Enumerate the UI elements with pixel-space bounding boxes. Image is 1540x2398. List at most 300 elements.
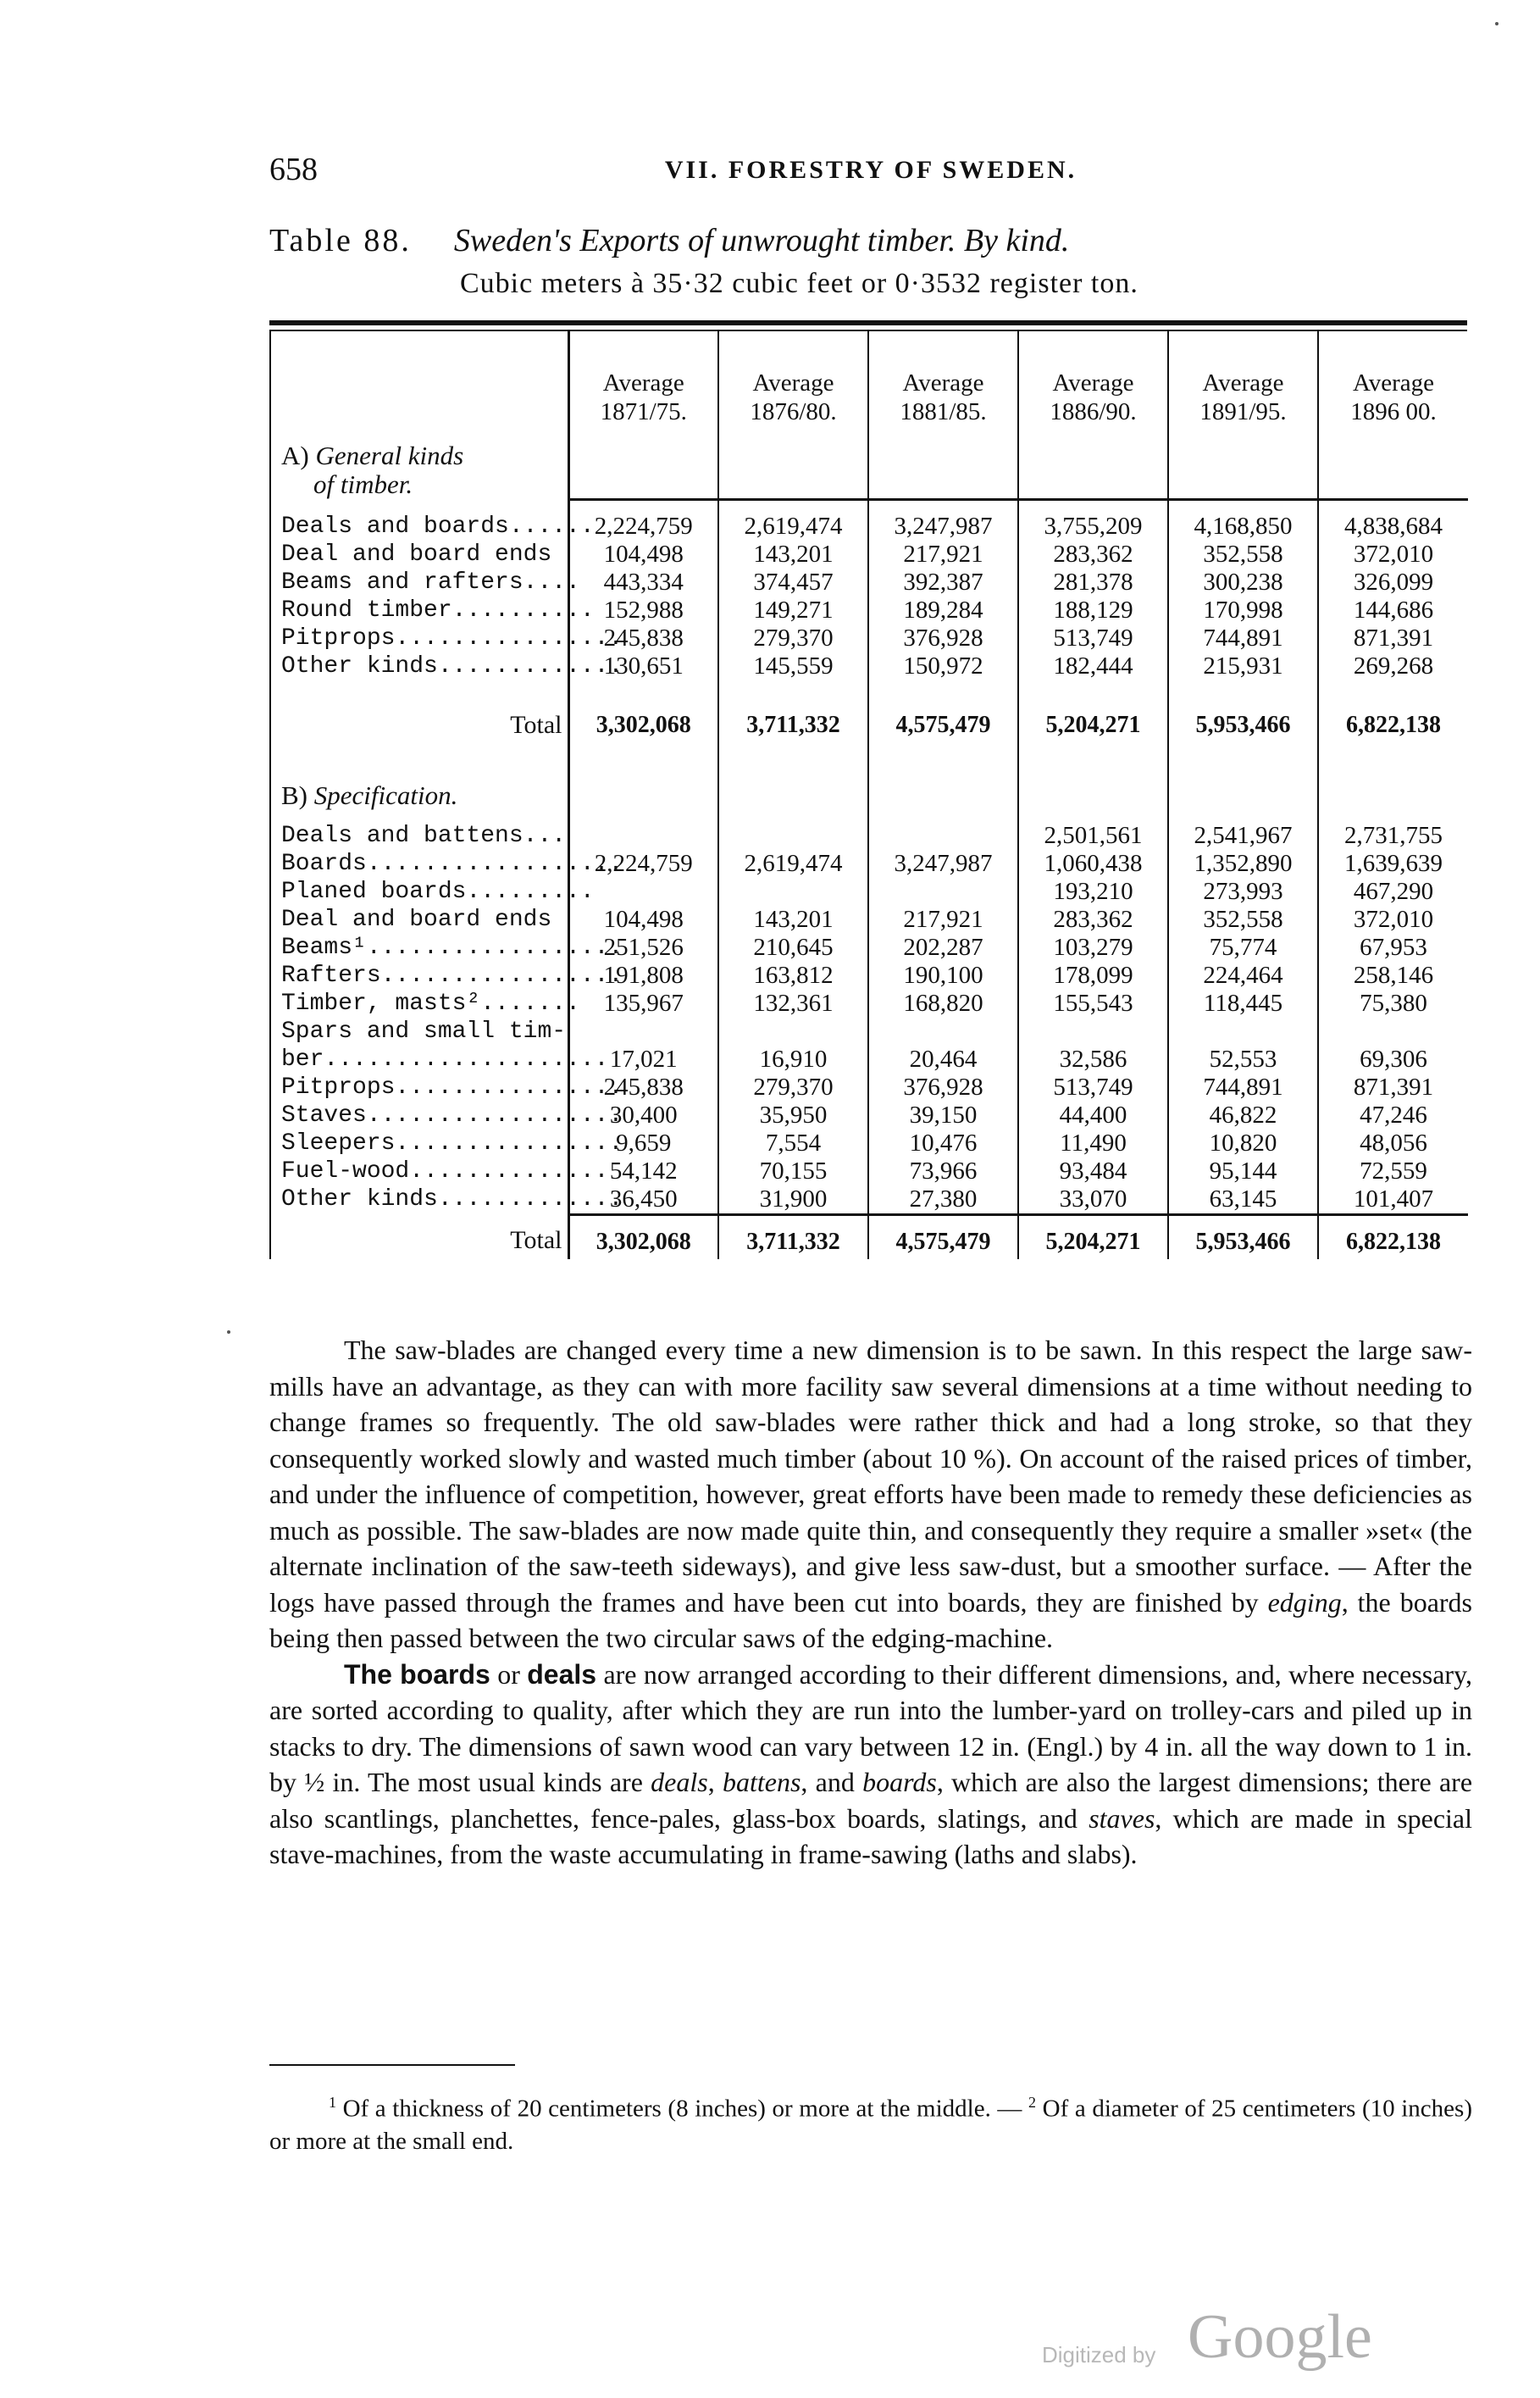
row-label-text: Timber, masts² [281, 990, 481, 1017]
table-row [270, 878, 1468, 906]
total-row [270, 1214, 1468, 1259]
page-number: 658 [269, 152, 318, 187]
row-label-text: Beams and rafters [281, 569, 523, 596]
p1-end: , the boards being then passed between the two circular saws of the edging-machine. [269, 1586, 1473, 1653]
row-label [270, 1046, 609, 1074]
p1-edging: edging [1267, 1586, 1342, 1618]
table-cell [1318, 1018, 1468, 1046]
total-cell: 3,302,068 [568, 680, 718, 781]
table-cell: 70,155 [718, 1157, 868, 1185]
table-cell: 392,387 [868, 569, 1018, 597]
table-cell: 281,378 [1018, 569, 1168, 597]
footnote-1-mark: 1 [329, 2094, 336, 2111]
section-title-line2: of timber. [313, 469, 413, 499]
row-label-text: Fuel-wood [281, 1157, 410, 1185]
table-cell: 73,966 [868, 1157, 1018, 1185]
leader-dots: .................... [324, 1046, 609, 1073]
table-cell: 152,988 [568, 597, 718, 624]
row-label [270, 569, 580, 597]
paragraph-1 [269, 1332, 1472, 1657]
row-label [270, 1157, 609, 1185]
leader-dots: ............. [437, 652, 623, 680]
spacer-cell [868, 810, 1018, 822]
row-label-text: Deals and battens [281, 822, 523, 849]
table-cell: 44,400 [1018, 1102, 1168, 1130]
table-cell: 118,445 [1168, 990, 1318, 1018]
p2-and: , and [800, 1767, 863, 1797]
total-cell: 5,953,466 [1168, 1214, 1318, 1259]
table-cell: 75,380 [1360, 989, 1427, 1017]
table-cell: 871,391 [1353, 624, 1434, 652]
table-cell: 93,484 [1018, 1157, 1168, 1185]
empty-cell [1018, 441, 1168, 499]
table-cell: 2,224,759 [568, 513, 718, 541]
running-head: VII. FORESTRY OF SWEDEN. [664, 156, 1077, 184]
table-cell: 182,444 [1018, 652, 1168, 680]
table-cell: 2,731,755 [1344, 821, 1443, 849]
spacer-cell [868, 499, 1018, 513]
table-cell: 101,407 [1353, 1185, 1434, 1213]
table-subtitle: Cubic meters à 35·32 cubic feet or 0·3532 register ton. [460, 268, 1138, 299]
table-cell: 47,246 [1360, 1101, 1427, 1129]
p2-or: or [490, 1658, 528, 1690]
exports-table [269, 320, 1467, 1259]
table-cell: 75,774 [1168, 934, 1318, 962]
empty-cell [868, 441, 1018, 499]
table-cell: 191,808 [568, 962, 718, 990]
spacer-cell [1318, 810, 1468, 822]
row-label-text: Rafters [281, 962, 381, 989]
row-label [270, 934, 623, 962]
table-cell: 2,541,967 [1168, 822, 1318, 850]
empty-cell [568, 781, 718, 810]
table-cell: 2,224,759 [568, 850, 718, 878]
spacer-cell [568, 499, 718, 513]
table-cell: 4,168,850 [1168, 513, 1318, 541]
p2-sep1: , [707, 1767, 723, 1797]
leader-dots: .............. [409, 1157, 609, 1185]
total-cell: 6,822,138 [1346, 711, 1441, 738]
total-cell: 6,822,138 [1318, 1214, 1468, 1259]
section-prefix: A) [281, 441, 309, 470]
table-cell [718, 822, 868, 850]
table-row [270, 1185, 1468, 1215]
table-cell: 1,352,890 [1168, 850, 1318, 878]
row-label [270, 1130, 623, 1157]
section-header-row [270, 781, 1468, 810]
p2-boards: boards [862, 1767, 937, 1797]
table-cell: 467,290 [1353, 877, 1434, 905]
table-cell: 283,362 [1018, 541, 1168, 569]
row-label [270, 1185, 623, 1215]
row-label-text: Pitprops [281, 1074, 396, 1101]
table-row [270, 1074, 1468, 1102]
row-label-text: Staves [281, 1102, 367, 1129]
table-cell: 352,558 [1168, 906, 1318, 934]
table-row [270, 1157, 1468, 1185]
leader-dots: ....... [480, 990, 580, 1017]
table-cell: 1,060,438 [1018, 850, 1168, 878]
column-header-row [270, 331, 1468, 441]
watermark-logo: Google [1188, 2302, 1372, 2372]
row-label-text: Deal and board ends [281, 541, 552, 568]
empty-cell [868, 781, 1018, 810]
spacer-cell [718, 499, 868, 513]
table-row [270, 652, 1468, 680]
row-label [270, 1018, 568, 1046]
table-title [269, 222, 1472, 259]
table-cell: 33,070 [1018, 1185, 1168, 1215]
footnotes [269, 2086, 1472, 2157]
table-cell: 269,268 [1353, 652, 1434, 680]
table-cell: 273,993 [1168, 878, 1318, 906]
table-cell: 54,142 [568, 1157, 718, 1185]
row-label [270, 624, 623, 652]
table-cell: 279,370 [718, 1074, 868, 1102]
table-cell: 163,812 [718, 962, 868, 990]
column-header-line: Average [752, 369, 834, 397]
table-cell: 39,150 [868, 1102, 1018, 1130]
table-cell: 513,749 [1018, 1074, 1168, 1102]
table-cell: 16,910 [718, 1046, 868, 1074]
table-cell: 744,891 [1168, 1074, 1318, 1102]
column-header-line: 1896 00. [1350, 398, 1437, 425]
table-cell: 132,361 [718, 990, 868, 1018]
table-cell: 3,247,987 [868, 850, 1018, 878]
column-header [718, 331, 868, 441]
table-cell: 1,639,639 [1344, 849, 1443, 877]
table-cell: 32,586 [1018, 1046, 1168, 1074]
row-label [270, 850, 623, 878]
table-title-text: Sweden's Exports of unwrought timber. By kind. [453, 223, 1070, 258]
total-cell: 3,302,068 [568, 1214, 718, 1259]
table-cell: 202,287 [868, 934, 1018, 962]
row-label-text: Deals and boards [281, 513, 509, 540]
table-top-rule [269, 320, 1467, 325]
table-cell: 52,553 [1168, 1046, 1318, 1074]
row-label-text: Pitprops [281, 624, 396, 652]
column-header [868, 331, 1018, 441]
table-cell: 10,476 [868, 1130, 1018, 1157]
table-cell [868, 1018, 1018, 1046]
row-label [270, 1102, 623, 1130]
table-cell [568, 822, 718, 850]
table-title-block [269, 222, 1472, 300]
table-row [270, 934, 1468, 962]
empty-cell [718, 441, 868, 499]
paragraph-2 [269, 1657, 1472, 1873]
row-label [270, 597, 595, 624]
total-cell: 3,711,332 [718, 680, 868, 781]
p2-a: are now arranged according to their different dimensions, and, where necessary, are sorted according to quality, after which they are run into the lumber-yard on trolley-cars and piled up in stacks to dry. The dimensions of sawn wood can vary between 12 in. (Engl.) by 4 in. all the way down to 1 in. by ½ in. The most usual kinds are [269, 1658, 1473, 1797]
row-label-text: Boards [281, 850, 367, 877]
column-header-line: Average [902, 369, 984, 397]
table-cell: 67,953 [1360, 933, 1427, 961]
column-header [1168, 331, 1318, 441]
section-prefix: B) [281, 780, 307, 810]
leader-dots: ......... [466, 878, 595, 905]
table-row [270, 906, 1468, 934]
column-header-line: Average [1202, 369, 1284, 397]
data-table [269, 331, 1468, 1259]
total-cell: 5,204,271 [1018, 1214, 1168, 1259]
section-title [270, 441, 568, 499]
spacer-cell [568, 810, 718, 822]
table-cell: 245,838 [568, 624, 718, 652]
table-cell: 217,921 [868, 541, 1018, 569]
section-title-text: Specification. [313, 780, 458, 810]
footnote-2-mark: 2 [1028, 2094, 1037, 2111]
spacer-cell [1168, 810, 1318, 822]
table-row [270, 513, 1468, 541]
table-cell [1168, 1018, 1318, 1046]
table-cell: 104,498 [568, 541, 718, 569]
p2-bold-boards: The boards [344, 1658, 490, 1690]
leader-dots: ...... [508, 513, 595, 540]
column-header-line: 1881/85. [900, 398, 987, 425]
table-cell: 279,370 [718, 624, 868, 652]
leader-dots: ................ [395, 1074, 623, 1101]
table-cell: 300,238 [1168, 569, 1318, 597]
table-label: Table 88. [269, 223, 412, 258]
p2-staves: staves [1089, 1802, 1155, 1834]
footnote-2: Of a diameter of 25 centimeters (10 inches) or more at the small end. [269, 2095, 1472, 2155]
table-cell: 143,201 [718, 906, 868, 934]
p2-deals: deals [651, 1767, 708, 1797]
table-cell: 130,651 [568, 652, 718, 680]
table-cell: 48,056 [1360, 1129, 1427, 1157]
table-cell: 376,928 [868, 1074, 1018, 1102]
total-cell: 4,575,479 [868, 1214, 1018, 1259]
total-cell: 5,204,271 [1018, 680, 1168, 781]
row-label [270, 990, 580, 1018]
table-cell: 168,820 [868, 990, 1018, 1018]
spacer-cell [1318, 499, 1468, 513]
table-cell: 69,306 [1360, 1045, 1427, 1073]
row-label [270, 541, 568, 569]
column-header [1018, 331, 1168, 441]
row-label-text: Deal and board ends [281, 906, 552, 933]
table-cell: 30,400 [568, 1102, 718, 1130]
table-row [270, 990, 1468, 1018]
empty-cell [718, 781, 868, 810]
row-label [270, 878, 595, 906]
column-header [1318, 331, 1468, 441]
row-label [270, 1074, 623, 1102]
table-row [270, 1102, 1468, 1130]
row-label-text: Spars and small tim- [281, 1018, 567, 1045]
total-row [270, 680, 1468, 781]
table-cell: 10,820 [1168, 1130, 1318, 1157]
table-cell [718, 878, 868, 906]
leader-dots: .... [523, 569, 580, 596]
table-cell [718, 1018, 868, 1046]
total-label: Total [270, 680, 568, 781]
column-header-line: 1886/90. [1050, 398, 1137, 425]
table-cell: 372,010 [1353, 540, 1434, 568]
column-header-line: Average [1052, 369, 1134, 397]
table-cell: 31,900 [718, 1185, 868, 1215]
table-row [270, 624, 1468, 652]
table-cell: 871,391 [1353, 1073, 1434, 1101]
spacer-row [270, 499, 1468, 513]
row-label-text: Other kinds [281, 1185, 438, 1213]
row-label [270, 906, 568, 934]
leader-dots: ................ [395, 1130, 623, 1157]
table-cell: 103,279 [1018, 934, 1168, 962]
table-cell: 178,099 [1018, 962, 1168, 990]
section-title [270, 781, 568, 810]
table-cell: 95,144 [1168, 1157, 1318, 1185]
spacer-cell [718, 810, 868, 822]
column-header [568, 331, 718, 441]
table-cell: 224,464 [1168, 962, 1318, 990]
spacer-row [270, 810, 1468, 822]
table-cell: 7,554 [718, 1130, 868, 1157]
table-cell: 215,931 [1168, 652, 1318, 680]
empty-cell [568, 441, 718, 499]
p2-c: , which are made in special stave-machines, from the waste accumulating in frame-sawing (laths and slabs). [269, 1802, 1473, 1869]
row-label [270, 652, 623, 680]
spacer-cell [1018, 810, 1168, 822]
row-label-text: Sleepers [281, 1130, 396, 1157]
watermark-small: Digitized by [1042, 2342, 1156, 2367]
empty-cell [1318, 781, 1468, 810]
table-cell: 144,686 [1353, 596, 1434, 624]
table-cell [1018, 1018, 1168, 1046]
table-row [270, 962, 1468, 990]
table-cell: 72,559 [1360, 1157, 1427, 1185]
table-cell: 352,558 [1168, 541, 1318, 569]
table-cell: 2,619,474 [718, 850, 868, 878]
table-cell: 513,749 [1018, 624, 1168, 652]
table-cell: 145,559 [718, 652, 868, 680]
table-cell: 63,145 [1168, 1185, 1318, 1215]
table-row [270, 1046, 1468, 1074]
table-cell: 217,921 [868, 906, 1018, 934]
table-cell [568, 1018, 718, 1046]
table-cell: 20,464 [868, 1046, 1018, 1074]
spacer-cell [270, 499, 568, 513]
leader-dots: ............. [437, 1185, 623, 1213]
table-row [270, 1130, 1468, 1157]
table-cell: 374,457 [718, 569, 868, 597]
table-cell: 17,021 [568, 1046, 718, 1074]
table-cell: 189,284 [868, 597, 1018, 624]
row-label [270, 962, 623, 990]
table-cell: 35,950 [718, 1102, 868, 1130]
spacer-cell [1168, 499, 1318, 513]
google-watermark [1042, 2301, 1381, 2378]
table-cell: 155,543 [1018, 990, 1168, 1018]
table-cell: 376,928 [868, 624, 1018, 652]
empty-cell [1168, 441, 1318, 499]
p2-bold-deals: deals [527, 1658, 597, 1690]
body-text [269, 1332, 1472, 1873]
table-cell: 27,380 [868, 1185, 1018, 1215]
table-row [270, 850, 1468, 878]
p2-battens: battens [722, 1767, 801, 1797]
leader-dots: .................. [366, 1102, 623, 1129]
column-header-line: 1891/95. [1199, 398, 1287, 425]
table-row [270, 569, 1468, 597]
table-cell: 210,645 [718, 934, 868, 962]
table-cell: 2,501,561 [1018, 822, 1168, 850]
row-label-text: ber [281, 1046, 324, 1073]
leader-dots: ... [523, 822, 567, 849]
table-cell: 443,334 [568, 569, 718, 597]
scan-speck [227, 1330, 230, 1334]
table-cell: 372,010 [1353, 905, 1434, 933]
scan-speck [1495, 22, 1498, 25]
leader-dots: .................. [366, 934, 623, 961]
table-cell: 2,619,474 [718, 513, 868, 541]
row-label-text: Round timber [281, 597, 452, 624]
table-cell: 193,210 [1018, 878, 1168, 906]
table-cell: 245,838 [568, 1074, 718, 1102]
table-cell: 104,498 [568, 906, 718, 934]
table-cell: 135,967 [568, 990, 718, 1018]
column-header-line: Average [602, 369, 684, 397]
p1-text: The saw-blades are changed every time a new dimension is to be sawn. In this respect the large saw-mills have an advantage, as they can with more facility saw several dimensions at a time without needing to change frames so frequently. The old saw-blades were rather thick and had a long stroke, so that they consequently worked slowly and wasted much timber (about 10 %). On account of the raised prices of timber, and under the influence of competition, however, great efforts have been made to remedy these deficiencies as much as possible. The saw-blades are now made quite thin, and consequently they require a smaller »set« (the alternate inclination of the saw-teeth sideways), and give less saw-dust, but a smoother surface. — After the logs have passed through the frames and have been cut into boards, they are finished by [269, 1335, 1472, 1618]
table-cell: 188,129 [1018, 597, 1168, 624]
table-cell: 326,099 [1353, 568, 1434, 596]
row-label [270, 513, 595, 541]
total-cell: 3,711,332 [718, 1214, 868, 1259]
column-header-line: 1876/80. [750, 398, 837, 425]
table-cell: 36,450 [568, 1185, 718, 1215]
header-stub [270, 331, 568, 441]
page-header [269, 151, 1472, 193]
leader-dots: .......... [451, 597, 595, 624]
table-cell: 283,362 [1018, 906, 1168, 934]
empty-cell [1018, 781, 1168, 810]
table-cell: 251,526 [568, 934, 718, 962]
column-header-line: 1871/75. [600, 398, 687, 425]
table-cell: 3,247,987 [868, 513, 1018, 541]
table-cell: 258,146 [1353, 961, 1434, 989]
row-label-text: Planed boards [281, 878, 467, 905]
empty-cell [1318, 441, 1468, 499]
column-header-line: Average [1352, 369, 1435, 397]
table-cell: 4,838,684 [1344, 512, 1443, 540]
table-cell: 744,891 [1168, 624, 1318, 652]
spacer-cell [270, 810, 568, 822]
table-cell: 3,755,209 [1018, 513, 1168, 541]
table-cell: 149,271 [718, 597, 868, 624]
leader-dots: ................. [380, 962, 623, 989]
table-cell [868, 878, 1018, 906]
p2-b: , which are also the largest dimensions; there are also scantlings, planchettes, fence-pales, glass-box boards, slatings, and [269, 1767, 1473, 1834]
table-row [270, 822, 1468, 850]
row-label-text: Other kinds [281, 652, 438, 680]
table-cell: 150,972 [868, 652, 1018, 680]
footnote-rule [269, 2064, 515, 2066]
total-cell: 5,953,466 [1168, 680, 1318, 781]
total-label: Total [270, 1214, 568, 1259]
table-cell: 190,100 [868, 962, 1018, 990]
table-cell: 11,490 [1018, 1130, 1168, 1157]
table-cell: 9,659 [568, 1130, 718, 1157]
section-header-row [270, 441, 1468, 499]
table-cell: 143,201 [718, 541, 868, 569]
table-row [270, 597, 1468, 624]
spacer-cell [1018, 499, 1168, 513]
section-title-line1: General kinds [315, 441, 464, 470]
empty-cell [1168, 781, 1318, 810]
table-cell [868, 822, 1018, 850]
footnote-1: Of a thickness of 20 centimeters (8 inches) or more at the middle. — [336, 2095, 1029, 2123]
